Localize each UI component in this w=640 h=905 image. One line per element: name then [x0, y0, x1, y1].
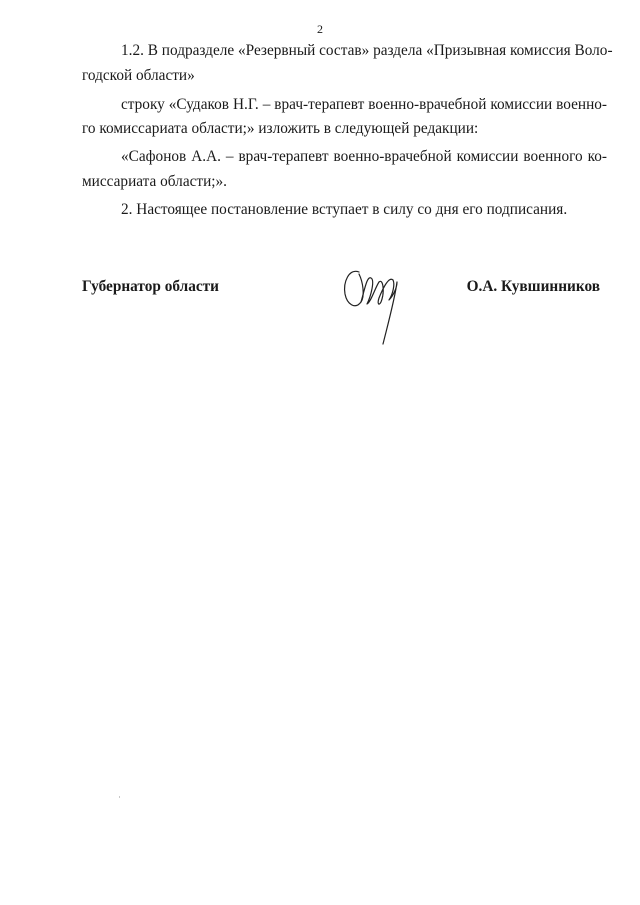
paragraph-1-line-1: 1.2. В подразделе «Резервный состав» раздела «Призывная комиссия Воло-: [121, 42, 613, 59]
signatory-name: О.А. Кувшинников: [466, 278, 600, 295]
signatory-title: Губернатор области: [82, 278, 219, 295]
handwritten-signature-icon: [337, 258, 407, 350]
paragraph-2-line-1: строку «Судаков Н.Г. – врач-терапевт военно-врачебной комиссии военно-: [121, 96, 607, 113]
paragraph-4-line-1: 2. Настоящее постановление вступает в силу со дня его подписания.: [121, 201, 568, 218]
paragraph-1-line-2: годской области»: [82, 67, 195, 84]
paragraph-3-line-1: «Сафонов А.А. – врач-терапевт военно-врачебной комиссии военного ко-: [121, 148, 607, 165]
scan-speck: [119, 796, 120, 798]
paragraph-2-line-2: го комиссариата области;» изложить в следующей редакции:: [82, 120, 479, 137]
page-number: 2: [317, 22, 323, 36]
paragraph-3-line-2: миссариата области;».: [82, 173, 227, 190]
